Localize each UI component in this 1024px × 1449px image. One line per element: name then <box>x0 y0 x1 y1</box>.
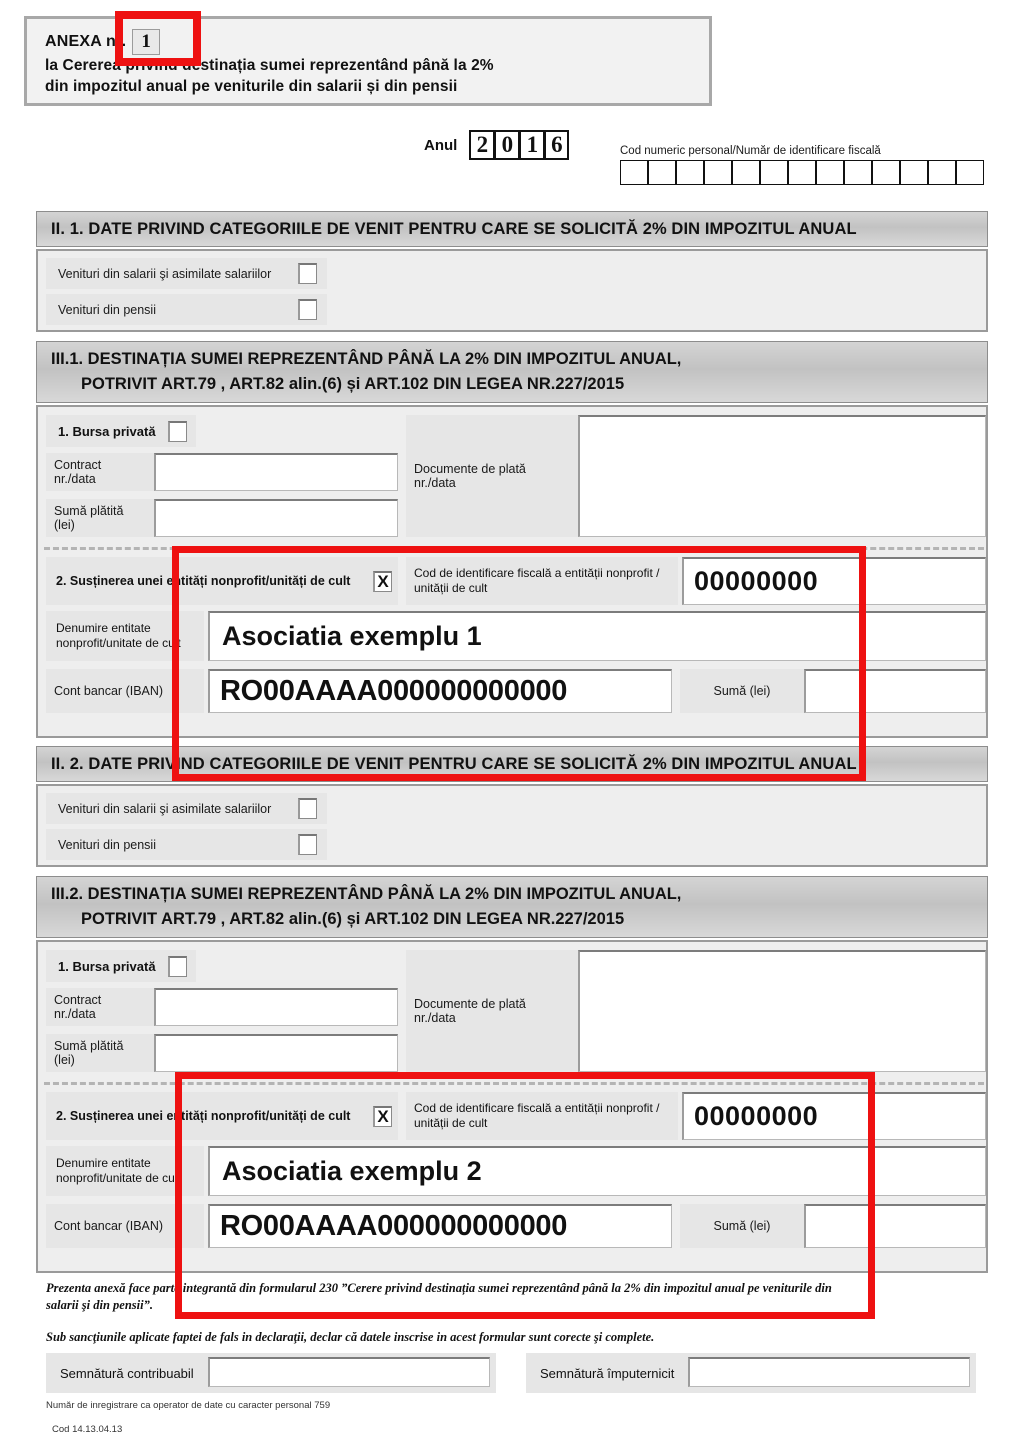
cnp-cell[interactable] <box>704 160 732 185</box>
cif-input-2[interactable]: 00000000 <box>682 1092 986 1140</box>
anexa-title-line <box>45 29 709 55</box>
year-digit[interactable]: 2 <box>469 130 494 160</box>
destination-panel-2 <box>36 940 988 1273</box>
annex-note <box>46 1280 986 1314</box>
signature-imputernicit-label: Semnătură împuternicit <box>540 1365 675 1381</box>
cnp-cell[interactable] <box>844 160 872 185</box>
entity-suma-input-1[interactable] <box>804 669 986 713</box>
entity-name-label-line2: nonprofit/unitate de cult <box>56 636 181 650</box>
anexa-label: ANEXA nr. <box>45 33 127 50</box>
entity-title-label: 2. Susținerea unei entități nonprofit/unități de cult <box>56 1109 351 1123</box>
entity-name-input-1[interactable]: Asociatia exemplu 1 <box>208 611 986 661</box>
documente-plata-input-2[interactable] <box>578 950 986 1072</box>
section-heading-ii-2: II. 2. DATE PRIVIND CATEGORIILE DE VENIT PENTRU CARE SE SOLICITĂ 2% DIN IMPOZITUL ANUAL <box>36 746 988 782</box>
documente-plata-row-1 <box>406 415 986 537</box>
iban-label-2: Cont bancar (IBAN) <box>46 1204 204 1248</box>
year-label: Anul <box>424 136 458 154</box>
income-row-label: Venituri din salarii şi asimilate salariilor <box>58 266 272 281</box>
income-row[interactable] <box>46 793 327 824</box>
anexa-subtitle-line1: la Cererea privind destinația sumei reprezentând până la 2% <box>45 57 494 74</box>
signature-imputernicit-input[interactable] <box>688 1357 970 1387</box>
income-checkbox-cell[interactable] <box>287 798 327 819</box>
cnp-cell[interactable] <box>900 160 928 185</box>
entity-name-input-2[interactable]: Asociatia exemplu 2 <box>208 1146 986 1196</box>
income-checkbox[interactable] <box>298 263 317 284</box>
bursa-title-row-2[interactable] <box>46 950 196 982</box>
section-heading-iii-1 <box>36 341 988 403</box>
anexa-subtitle-line2: din impozitul anual pe veniturile din salarii și din pensii <box>45 78 458 95</box>
entity-suma-input-2[interactable] <box>804 1204 986 1248</box>
cnp-section <box>620 145 984 185</box>
income-checkbox[interactable] <box>298 299 317 320</box>
contract-label: Contract nr./data <box>46 988 154 1026</box>
cif-label-line1: Cod de identificare fiscală a entității nonprofit / <box>414 1101 660 1115</box>
documente-plata-input-1[interactable] <box>578 415 986 537</box>
cnp-cell[interactable] <box>732 160 760 185</box>
code-note: Cod 14.13.04.13 <box>52 1424 123 1435</box>
section-heading-iii-2 <box>36 876 988 938</box>
suma-platita-input-2[interactable] <box>154 1034 398 1072</box>
entity-checkbox[interactable]: X <box>373 571 392 592</box>
iban-label-1: Cont bancar (IBAN) <box>46 669 204 713</box>
documente-plata-row-2 <box>406 950 986 1072</box>
iban-input-1[interactable]: RO00AAAA000000000000 <box>208 669 672 713</box>
signature-contribuabil-input[interactable] <box>208 1357 490 1387</box>
suma-platita-input-1[interactable] <box>154 499 398 537</box>
income-checkbox-cell[interactable] <box>287 299 327 320</box>
heading-line-2: POTRIVIT ART.79 , ART.82 alin.(6) și ART.102 DIN LEGEA NR.227/2015 <box>81 375 625 393</box>
cnp-cell[interactable] <box>760 160 788 185</box>
section-heading-ii-1: II. 1. DATE PRIVIND CATEGORIILE DE VENIT PENTRU CARE SE SOLICITĂ 2% DIN IMPOZITUL ANUAL <box>36 211 988 247</box>
suma-platita-row-2 <box>46 1034 398 1072</box>
entity-title-label: 2. Susținerea unei entități nonprofit/unități de cult <box>56 574 351 588</box>
income-checkbox[interactable] <box>298 798 317 819</box>
contract-row-1 <box>46 453 398 491</box>
cnp-input-grid[interactable] <box>620 160 984 185</box>
entity-title-row-1[interactable] <box>46 557 398 605</box>
income-row[interactable] <box>46 294 327 325</box>
income-checkbox[interactable] <box>298 834 317 855</box>
annex-note-line1: Prezenta anexă face parte integrantă din formularul 230 ”Cerere privind destinația sumei reprezentând până la 2% din impozitul anual pe veniturile din <box>46 1281 832 1295</box>
cnp-cell[interactable] <box>788 160 816 185</box>
bursa-title-row-1[interactable] <box>46 415 196 447</box>
cnp-cell[interactable] <box>816 160 844 185</box>
destination-panel-1 <box>36 405 988 738</box>
cnp-cell[interactable] <box>872 160 900 185</box>
documente-plata-label: Documente de plată nr./data <box>406 950 578 1072</box>
block-separator-2 <box>44 1082 984 1085</box>
entity-title-row-2[interactable] <box>46 1092 398 1140</box>
suma-platita-row-1 <box>46 499 398 537</box>
income-row-label: Venituri din pensii <box>58 837 156 852</box>
heading-line-1: III.1. DESTINAȚIA SUMEI REPREZENTÂND PÂNĂ LA 2% DIN IMPOZITUL ANUAL, <box>51 350 682 368</box>
income-checkbox-cell[interactable] <box>287 263 327 284</box>
entity-checkbox[interactable]: X <box>373 1106 392 1127</box>
bursa-label: 1. Bursa privată <box>58 958 156 974</box>
income-row[interactable] <box>46 258 327 289</box>
suma-platita-label: Sumă plătită (lei) <box>46 1034 154 1072</box>
entity-name-label-1 <box>46 611 204 661</box>
cnp-label: Cod numeric personal/Număr de identificare fiscală <box>620 145 881 157</box>
entity-suma-label-1: Sumă (lei) <box>680 669 804 713</box>
anexa-number-field[interactable]: 1 <box>132 29 160 55</box>
year-digit[interactable]: 1 <box>519 130 544 160</box>
year-digit[interactable]: 6 <box>544 130 569 160</box>
year-digit[interactable]: 0 <box>494 130 519 160</box>
cif-label-line2: unității de cult <box>414 581 488 595</box>
entity-suma-label-2: Sumă (lei) <box>680 1204 804 1248</box>
income-row-label: Venituri din pensii <box>58 302 156 317</box>
suma-platita-label: Sumă plătită (lei) <box>46 499 154 537</box>
bursa-label: 1. Bursa privată <box>58 423 156 439</box>
year-section <box>424 130 569 160</box>
heading-line-1: III.2. DESTINAȚIA SUMEI REPREZENTÂND PÂNĂ LA 2% DIN IMPOZITUL ANUAL, <box>51 885 682 903</box>
signature-imputernicit-box <box>526 1353 976 1393</box>
cnp-cell[interactable] <box>676 160 704 185</box>
anexa-header-box <box>24 16 712 106</box>
cnp-cell[interactable] <box>620 160 648 185</box>
registry-note: Număr de inregistrare ca operator de date cu caracter personal 759 <box>46 1400 331 1411</box>
income-panel-2 <box>36 784 988 867</box>
bursa-checkbox[interactable] <box>168 956 187 977</box>
contract-label: Contract nr./data <box>46 453 154 491</box>
income-panel-1 <box>36 249 988 332</box>
contract-row-2 <box>46 988 398 1026</box>
income-row-label: Venituri din salarii şi asimilate salariilor <box>58 801 272 816</box>
bursa-checkbox[interactable] <box>168 421 187 442</box>
block-separator-1 <box>44 547 984 550</box>
cnp-cell[interactable] <box>956 160 984 185</box>
entity-name-label-line1: Denumire entitate <box>56 1156 151 1170</box>
cif-label-2 <box>406 1092 678 1140</box>
signature-contribuabil-box <box>46 1353 496 1393</box>
cif-label-1 <box>406 557 678 605</box>
year-digit-cells <box>469 130 569 160</box>
income-row[interactable] <box>46 829 327 860</box>
annex-note-line2: salarii şi din pensii”. <box>46 1298 153 1312</box>
entity-name-label-line1: Denumire entitate <box>56 621 151 635</box>
declaration-note: Sub sancţiunile aplicate faptei de fals in declaraţii, declar că datele inscrise in acest formular sunt corecte şi complete. <box>46 1330 655 1344</box>
cif-label-line1: Cod de identificare fiscală a entității nonprofit / <box>414 566 660 580</box>
signature-contribuabil-label: Semnătură contribuabil <box>60 1365 194 1381</box>
contract-input-2[interactable] <box>154 988 398 1026</box>
cif-label-line2: unității de cult <box>414 1116 488 1130</box>
heading-line-2: POTRIVIT ART.79 , ART.82 alin.(6) și ART.102 DIN LEGEA NR.227/2015 <box>81 910 625 928</box>
cnp-cell[interactable] <box>648 160 676 185</box>
contract-input-1[interactable] <box>154 453 398 491</box>
cnp-cell[interactable] <box>928 160 956 185</box>
iban-input-2[interactable]: RO00AAAA000000000000 <box>208 1204 672 1248</box>
income-checkbox-cell[interactable] <box>287 834 327 855</box>
cif-input-1[interactable]: 00000000 <box>682 557 986 605</box>
entity-name-label-line2: nonprofit/unitate de cult <box>56 1171 181 1185</box>
entity-name-label-2 <box>46 1146 204 1196</box>
documente-plata-label: Documente de plată nr./data <box>406 415 578 537</box>
